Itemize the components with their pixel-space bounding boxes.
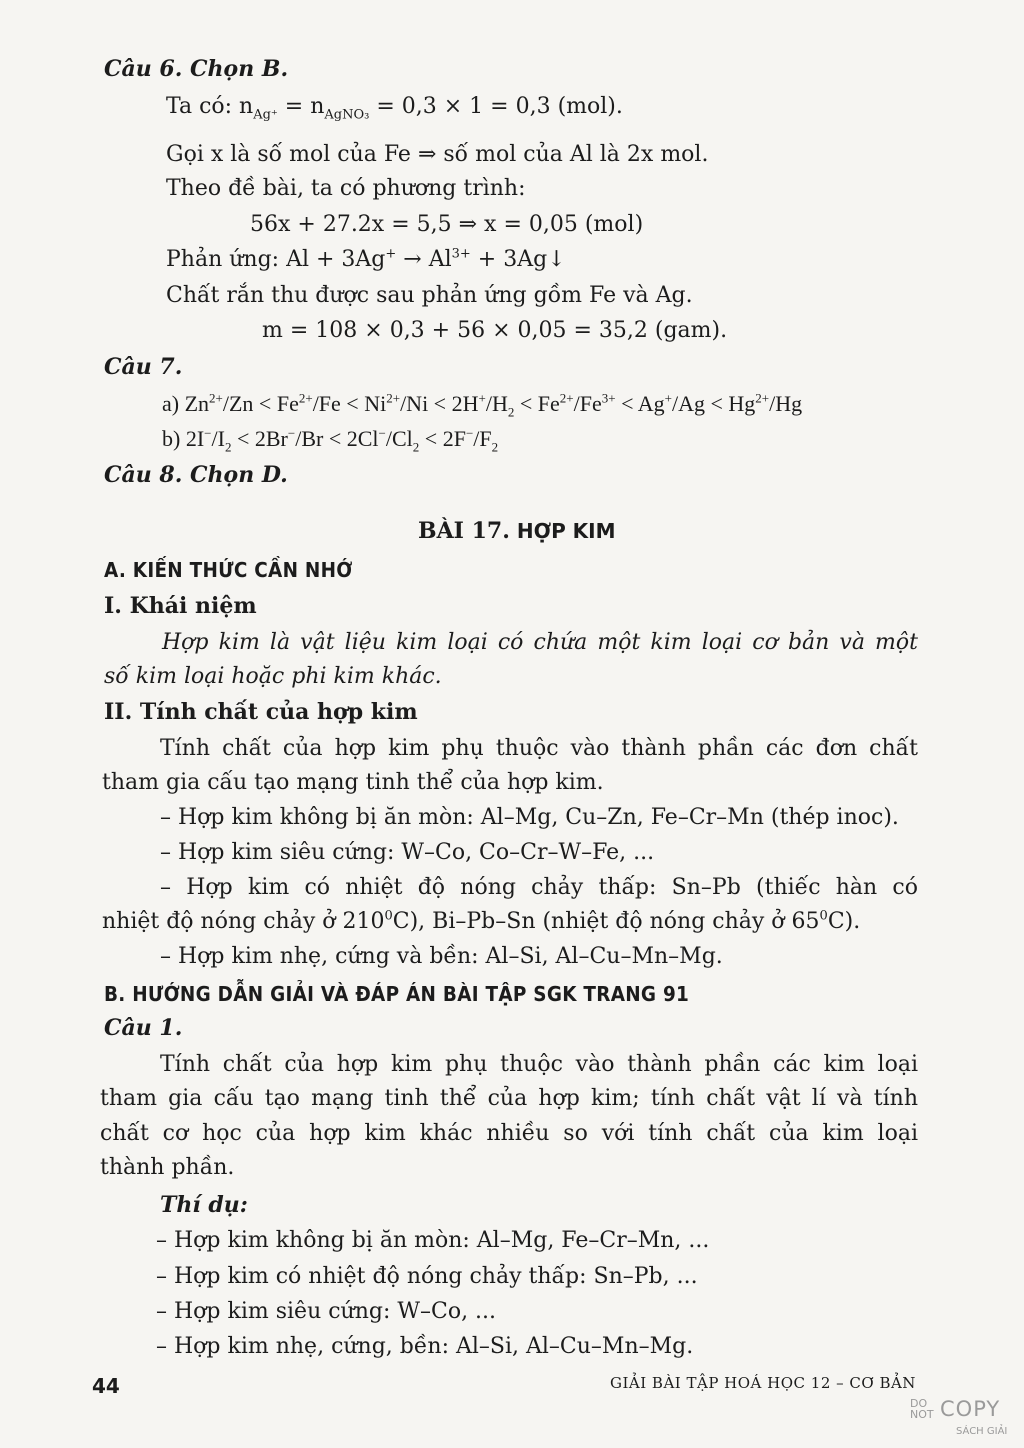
- cau1-line1: Tính chất của hợp kim phụ thuộc vào thành phần các kim loại: [160, 1052, 918, 1077]
- thi-du-label: Thí dụ:: [160, 1192, 248, 1218]
- section-a-title: A. KIẾN THỨC CẦN NHỚ: [104, 558, 353, 582]
- book-title: GIẢI BÀI TẬP HOÁ HỌC 12 – CƠ BẢN: [610, 1374, 916, 1392]
- tinh-chat-heading: II. Tính chất của hợp kim: [104, 699, 418, 725]
- cau1-line4: thành phần.: [100, 1155, 235, 1180]
- cau6-line6: Chất rắn thu được sau phản ứng gồm Fe và Ag.: [166, 283, 693, 308]
- bullet-an-mon: – Hợp kim không bị ăn mòn: Al–Mg, Cu–Zn, Fe–Cr–Mn (thép inoc).: [160, 805, 899, 830]
- cau6-reaction: Phản ứng: $Al + 3Ag^+ \to Al^{3+}$ + 3Ag↓: [166, 246, 566, 272]
- cau7-series-a: a) $Zn^{2+}/Zn < Fe^{2+}/Fe < Ni^{2+}/Ni < 2H^+/H_2 < Fe^{2+}/Fe^{3+} < Ag^+/Ag < Hg^{2+}/Hg$: [162, 390, 803, 420]
- example-sieu-cung: – Hợp kim siêu cứng: W–Co, ...: [156, 1299, 497, 1324]
- cau7-series-b: b) $2I^-/I_2 < 2Br^-/Br < 2Cl^-/Cl_2 < 2F^-/F_2$: [162, 425, 499, 455]
- khai-niem-heading: I. Khái niệm: [104, 593, 257, 619]
- lesson-title: BÀI 17. HỢP KIM: [418, 518, 616, 544]
- tinh-chat-line1: Tính chất của hợp kim phụ thuộc vào thành phần các đơn chất: [160, 736, 918, 761]
- cau6-equation: 56x + 27.2x = 5,5 ⇒ x = 0,05 (mol): [250, 212, 644, 237]
- bullet-sieu-cung: – Hợp kim siêu cứng: W–Co, Co–Cr–W–Fe, ...: [160, 840, 655, 865]
- cau6-line3: Theo đề bài, ta có phương trình:: [166, 176, 526, 201]
- cau8-heading: Câu 8. Chọn D.: [104, 462, 288, 488]
- cau6-heading: Câu 6. Chọn B.: [104, 56, 289, 82]
- cau7-heading: Câu 7.: [104, 354, 183, 380]
- example-an-mon: – Hợp kim không bị ăn mòn: Al–Mg, Fe–Cr–Mn, ...: [156, 1228, 710, 1253]
- cau6-line1: Ta có: $n_{Ag^+} = n_{AgNO_3} = 0,3 \times 1 = 0,3$ (mol).: [166, 94, 623, 123]
- watermark-sach-giai: SÁCH GIẢI: [956, 1426, 1008, 1437]
- bullet-nong-chay-line1: – Hợp kim có nhiệt độ nóng chảy thấp: Sn–Pb (thiếc hàn có: [160, 875, 918, 900]
- watermark-copy: COPY: [940, 1397, 1001, 1421]
- example-nong-chay: – Hợp kim có nhiệt độ nóng chảy thấp: Sn–Pb, ...: [156, 1264, 698, 1289]
- page-number: 44: [92, 1374, 120, 1398]
- example-nhe: – Hợp kim nhẹ, cứng, bền: Al–Si, Al–Cu–Mn–Mg.: [156, 1334, 694, 1359]
- cau1-line3: chất cơ học của hợp kim khác nhiều so với tính chất của kim loại: [100, 1121, 918, 1146]
- bullet-nhe-cung-ben: – Hợp kim nhẹ, cứng và bền: Al–Si, Al–Cu–Mn–Mg.: [160, 944, 723, 969]
- cau6-line2: Gọi x là số mol của Fe ⇒ số mol của Al là 2x mol.: [166, 142, 709, 167]
- definition-line1: Hợp kim là vật liệu kim loại có chứa một kim loại cơ bản và một: [162, 630, 918, 655]
- watermark-do-not: DO NOT: [910, 1397, 934, 1421]
- cau6-result: m = 108 × 0,3 + 56 × 0,05 = 35,2 (gam).: [262, 318, 728, 343]
- section-b-title: B. HƯỚNG DẪN GIẢI VÀ ĐÁP ÁN BÀI TẬP SGK TRANG 91: [104, 982, 690, 1006]
- cau1-line2: tham gia cấu tạo mạng tinh thể của hợp kim; tính chất vật lí và tính: [100, 1086, 918, 1111]
- bullet-nong-chay-line2: nhiệt độ nóng chảy ở $210^0C$), Bi–Pb–Sn (nhiệt độ nóng chảy ở $65^0C$).: [102, 908, 861, 934]
- tinh-chat-line2: tham gia cấu tạo mạng tinh thể của hợp kim.: [102, 770, 604, 795]
- definition-line2: số kim loại hoặc phi kim khác.: [104, 664, 442, 689]
- watermark-logo: [910, 1398, 1010, 1442]
- cau1-heading: Câu 1.: [104, 1015, 183, 1041]
